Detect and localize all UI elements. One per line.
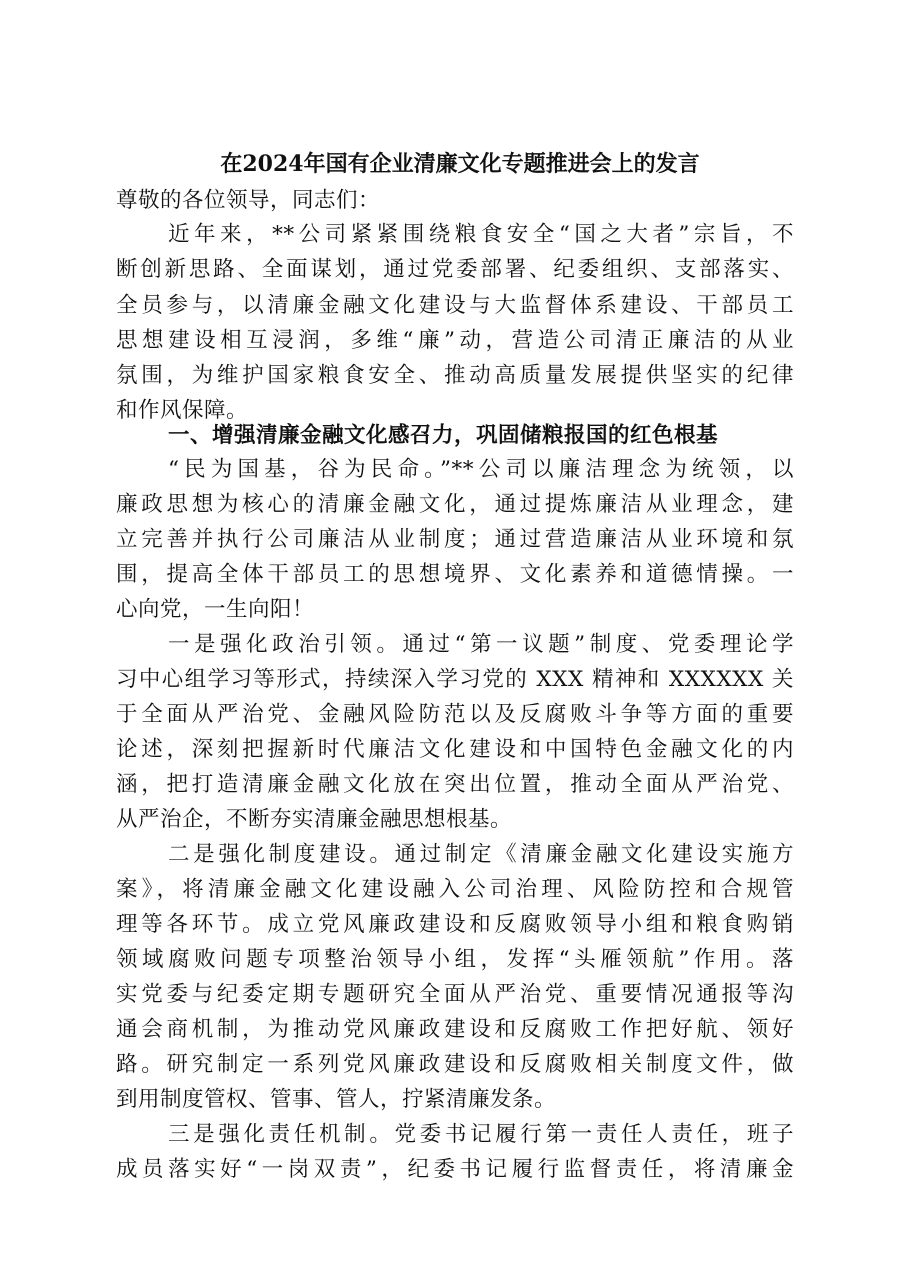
paragraph-line: 实党委与纪委定期专题研究全面从严治党、重要情况通报等沟: [116, 982, 794, 1007]
paragraph-line: 到用制度管权、管事、管人，拧紧清廉发条。: [116, 1087, 557, 1112]
section-heading: 一、增强清廉金融文化感召力，巩固储粮报国的红色根基: [168, 423, 719, 448]
paragraph-line: 从严治企，不断夯实清廉金融思想根基。: [116, 807, 513, 832]
paragraph-line: 于全面从严治党、金融风险防范以及反腐败斗争等方面的重要: [116, 702, 794, 727]
paragraph-line: 二是强化制度建设。通过制定《清廉金融文化建设实施方: [168, 842, 794, 867]
salutation: 尊敬的各位领导，同志们：: [116, 188, 381, 213]
paragraph-line: 围，提高全体干部员工的思想境界、文化素养和道德情操。一: [116, 562, 794, 587]
paragraph-line: 近年来，**公司紧紧围绕粮食安全“国之大者”宗旨，不: [168, 222, 794, 247]
paragraph-line: 氛围，为维护国家粮食安全、推动高质量发展提供坚实的纪律: [116, 363, 794, 388]
paragraph-line: 断创新思路、全面谋划，通过党委部署、纪委组织、支部落实、: [116, 257, 794, 282]
paragraph-line: 习中心组学习等形式，持续深入学习党的 XXX 精神和 XXXXXX 关: [116, 667, 794, 692]
paragraph-line: 心向党，一生向阳！: [116, 597, 315, 622]
paragraph-line: 成员落实好“一岗双责”，纪委书记履行监督责任，将清廉金: [116, 1157, 794, 1182]
paragraph-line: “民为国基，谷为民命。”**公司以廉洁理念为统领，以: [168, 457, 794, 482]
paragraph-line: 思想建设相互浸润，多维“廉”动，营造公司清正廉洁的从业: [116, 328, 794, 353]
paragraph-line: 理等各环节。成立党风廉政建设和反腐败领导小组和粮食购销: [116, 912, 794, 937]
paragraph-line: 涵，把打造清廉金融文化放在突出位置，推动全面从严治党、: [116, 772, 794, 797]
paragraph-line: 和作风保障。: [116, 398, 249, 423]
paragraph-line: 廉政思想为核心的清廉金融文化，通过提炼廉洁从业理念，建: [116, 492, 794, 517]
paragraph-line: 立完善并执行公司廉洁从业制度；通过营造廉洁从业环境和氛: [116, 527, 794, 552]
document-title: 在2024年国有企业清廉文化专题推进会上的发言: [220, 151, 700, 177]
paragraph-line: 通会商机制，为推动党风廉政建设和反腐败工作把好航、领好: [116, 1017, 794, 1042]
paragraph-line: 全员参与，以清廉金融文化建设与大监督体系建设、干部员工: [116, 293, 794, 318]
paragraph-line: 论述，深刻把握新时代廉洁文化建设和中国特色金融文化的内: [116, 737, 794, 762]
paragraph-line: 一是强化政治引领。通过“第一议题”制度、党委理论学: [168, 632, 794, 657]
paragraph-line: 路。研究制定一系列党风廉政建设和反腐败相关制度文件，做: [116, 1052, 794, 1077]
paragraph-line: 领域腐败问题专项整治领导小组，发挥“头雁领航”作用。落: [116, 947, 794, 972]
paragraph-line: 三是强化责任机制。党委书记履行第一责任人责任，班子: [168, 1122, 794, 1147]
paragraph-line: 案》，将清廉金融文化建设融入公司治理、风险防控和合规管: [116, 877, 794, 902]
